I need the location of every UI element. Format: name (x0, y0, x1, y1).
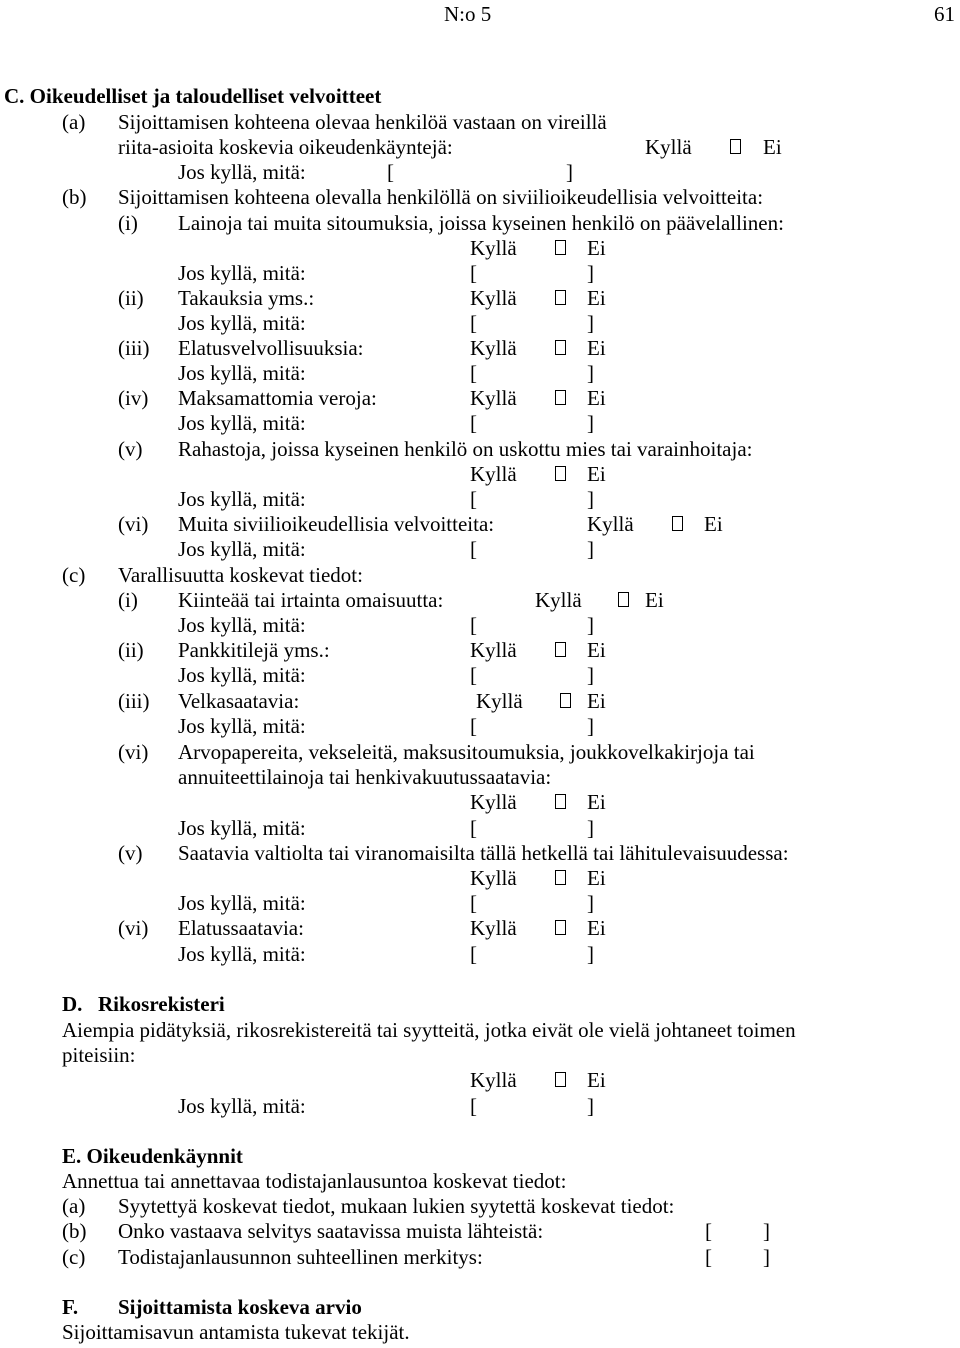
answer-field-close[interactable]: ] (587, 714, 594, 738)
no-option-label: Ei (645, 588, 664, 612)
no-option-label: Ei (587, 916, 606, 940)
answer-field-open[interactable]: [ (470, 942, 477, 966)
sub-item-label: Muita siviilioikeudellisia velvoitteita: (178, 512, 495, 536)
item-marker: (b) (62, 185, 87, 209)
answer-field-close[interactable]: ] (587, 816, 594, 840)
checkbox[interactable] (672, 516, 683, 531)
section-d-title: Rikosrekisteri (98, 992, 225, 1016)
answer-field-close[interactable]: ] (566, 160, 573, 184)
checkbox[interactable] (555, 290, 566, 305)
yes-option-label: Kyllä (470, 866, 517, 890)
answer-field-open[interactable]: [ (470, 411, 477, 435)
checkbox[interactable] (555, 390, 566, 405)
item-label: Todistajanlausunnon suhteellinen merkitys: (118, 1245, 483, 1269)
if-yes-label: Jos kyllä, mitä: (178, 160, 306, 184)
item-label: riita-asioita koskevia oikeudenkäyntejä: (118, 135, 453, 159)
item-marker: (a) (62, 1194, 86, 1218)
no-option-label: Ei (587, 790, 606, 814)
sub-item-marker: (v) (118, 841, 143, 865)
yes-option-label: Kyllä (470, 236, 517, 260)
no-option-label: Ei (587, 1068, 606, 1092)
yes-option-label: Kyllä (470, 790, 517, 814)
if-yes-label: Jos kyllä, mitä: (178, 1094, 306, 1118)
yes-option-label: Kyllä (587, 512, 634, 536)
yes-option-label: Kyllä (470, 336, 517, 360)
item-marker: (a) (62, 110, 86, 134)
sub-item-marker: (ii) (118, 638, 144, 662)
sub-item-label: Maksamattomia veroja: (178, 386, 377, 410)
section-f-letter: F. (62, 1295, 79, 1319)
item-marker: (c) (62, 563, 86, 587)
answer-field-open[interactable]: [ (470, 1094, 477, 1118)
no-option-label: Ei (587, 638, 606, 662)
section-f-title: Sijoittamista koskeva arvio (118, 1295, 362, 1319)
if-yes-label: Jos kyllä, mitä: (178, 361, 306, 385)
answer-field-close[interactable]: ] (587, 537, 594, 561)
no-option-label: Ei (587, 462, 606, 486)
answer-field-close[interactable]: ] (587, 663, 594, 687)
item-label: Sijoittamisen kohteena olevalla henkilöllä on siviilioikeudellisia velvoitteita: (118, 185, 764, 209)
if-yes-label: Jos kyllä, mitä: (178, 261, 306, 285)
section-d-text: piteisiin: (62, 1043, 136, 1067)
sub-item-label: annuiteettilainoja tai henkivakuutussaatavia: (178, 765, 552, 789)
yes-option-label: Kyllä (470, 916, 517, 940)
checkbox[interactable] (560, 693, 571, 708)
answer-field-close[interactable]: ] (587, 411, 594, 435)
section-f-text: Sijoittamisavun antamista tukevat tekijät. (62, 1320, 410, 1344)
no-option-label: Ei (763, 135, 782, 159)
yes-option-label: Kyllä (470, 1068, 517, 1092)
no-option-label: Ei (587, 236, 606, 260)
no-option-label: Ei (587, 386, 606, 410)
item-label: Varallisuutta koskevat tiedot: (118, 563, 363, 587)
yes-option-label: Kyllä (470, 286, 517, 310)
sub-item-label: Velkasaatavia: (178, 689, 300, 713)
answer-field-open[interactable]: [ (470, 613, 477, 637)
sub-item-label: Elatusvelvollisuuksia: (178, 336, 364, 360)
if-yes-label: Jos kyllä, mitä: (178, 816, 306, 840)
answer-field-close[interactable]: ] (763, 1245, 770, 1269)
if-yes-label: Jos kyllä, mitä: (178, 663, 306, 687)
sub-item-label: Elatussaatavia: (178, 916, 304, 940)
answer-field-close[interactable]: ] (587, 261, 594, 285)
checkbox[interactable] (555, 1072, 566, 1087)
sub-item-marker: (vi) (118, 740, 149, 764)
if-yes-label: Jos kyllä, mitä: (178, 942, 306, 966)
answer-field-close[interactable]: ] (587, 891, 594, 915)
journal-number: N:o 5 (444, 2, 492, 26)
sub-item-marker: (i) (118, 588, 138, 612)
yes-option-label: Kyllä (645, 135, 692, 159)
answer-field-open[interactable]: [ (470, 663, 477, 687)
answer-field-open[interactable]: [ (470, 714, 477, 738)
if-yes-label: Jos kyllä, mitä: (178, 537, 306, 561)
answer-field-close[interactable]: ] (587, 311, 594, 335)
checkbox[interactable] (730, 139, 741, 154)
answer-field-open[interactable]: [ (470, 311, 477, 335)
answer-field-open[interactable]: [ (705, 1245, 712, 1269)
sub-item-marker: (iii) (118, 336, 150, 360)
yes-option-label: Kyllä (470, 386, 517, 410)
item-marker: (c) (62, 1245, 86, 1269)
checkbox[interactable] (555, 240, 566, 255)
sub-item-marker: (iii) (118, 689, 150, 713)
yes-option-label: Kyllä (535, 588, 582, 612)
if-yes-label: Jos kyllä, mitä: (178, 891, 306, 915)
answer-field-open[interactable]: [ (470, 891, 477, 915)
sub-item-label: Arvopapereita, vekseleitä, maksusitoumuksia, joukkovelkakirjoja tai (178, 740, 755, 764)
checkbox[interactable] (555, 466, 566, 481)
if-yes-label: Jos kyllä, mitä: (178, 613, 306, 637)
if-yes-label: Jos kyllä, mitä: (178, 714, 306, 738)
answer-field-close[interactable]: ] (587, 1094, 594, 1118)
checkbox[interactable] (555, 870, 566, 885)
no-option-label: Ei (704, 512, 723, 536)
answer-field-open[interactable]: [ (470, 487, 477, 511)
sub-item-marker: (vi) (118, 512, 149, 536)
yes-option-label: Kyllä (476, 689, 523, 713)
if-yes-label: Jos kyllä, mitä: (178, 311, 306, 335)
answer-field-open[interactable]: [ (470, 537, 477, 561)
sub-item-label: Takauksia yms.: (178, 286, 315, 310)
if-yes-label: Jos kyllä, mitä: (178, 411, 306, 435)
sub-item-marker: (i) (118, 211, 138, 235)
sub-item-marker: (iv) (118, 386, 149, 410)
answer-field-close[interactable]: ] (587, 613, 594, 637)
sub-item-marker: (v) (118, 437, 143, 461)
item-marker: (b) (62, 1219, 87, 1243)
no-option-label: Ei (587, 336, 606, 360)
sub-item-label: Saatavia valtiolta tai viranomaisilta tällä hetkellä tai lähitulevaisuudessa: (178, 841, 789, 865)
checkbox[interactable] (618, 592, 629, 607)
page-number: 61 (934, 2, 955, 26)
item-label: Syytettyä koskevat tiedot, mukaan lukien syytettä koskevat tiedot: (118, 1194, 675, 1218)
answer-field-open[interactable]: [ (470, 261, 477, 285)
section-d-text: Aiempia pidätyksiä, rikosrekistereitä tai syytteitä, jotka eivät ole vielä johtaneet toimen (62, 1018, 796, 1042)
checkbox[interactable] (555, 340, 566, 355)
yes-option-label: Kyllä (470, 638, 517, 662)
section-d-letter: D. (62, 992, 83, 1016)
answer-field-close[interactable]: ] (587, 361, 594, 385)
sub-item-marker: (ii) (118, 286, 144, 310)
answer-field-close[interactable]: ] (587, 487, 594, 511)
section-e-text: Annettua tai annettavaa todistajanlausuntoa koskevat tiedot: (62, 1169, 567, 1193)
section-c-title: C. Oikeudelliset ja taloudelliset velvoitteet (4, 84, 382, 108)
sub-item-label: Lainoja tai muita sitoumuksia, joissa kyseinen henkilö on päävelallinen: (178, 211, 784, 235)
answer-field-open[interactable]: [ (470, 816, 477, 840)
section-e-title: E. Oikeudenkäynnit (62, 1144, 243, 1168)
sub-item-label: Pankkitilejä yms.: (178, 638, 330, 662)
if-yes-label: Jos kyllä, mitä: (178, 487, 306, 511)
no-option-label: Ei (587, 286, 606, 310)
answer-field-open[interactable]: [ (470, 361, 477, 385)
answer-field-open[interactable]: [ (387, 160, 394, 184)
sub-item-label: Kiinteää tai irtainta omaisuutta: (178, 588, 444, 612)
sub-item-label: Rahastoja, joissa kyseinen henkilö on uskottu mies tai varainhoitaja: (178, 437, 753, 461)
item-label: Onko vastaava selvitys saatavissa muista lähteistä: (118, 1219, 544, 1243)
item-label: Sijoittamisen kohteena olevaa henkilöä vastaan on vireillä (118, 110, 607, 134)
yes-option-label: Kyllä (470, 462, 517, 486)
answer-field-open[interactable]: [ (705, 1219, 712, 1243)
checkbox[interactable] (555, 794, 566, 809)
checkbox[interactable] (555, 920, 566, 935)
checkbox[interactable] (555, 642, 566, 657)
answer-field-close[interactable]: ] (763, 1219, 770, 1243)
no-option-label: Ei (587, 689, 606, 713)
sub-item-marker: (vi) (118, 916, 149, 940)
answer-field-close[interactable]: ] (587, 942, 594, 966)
no-option-label: Ei (587, 866, 606, 890)
